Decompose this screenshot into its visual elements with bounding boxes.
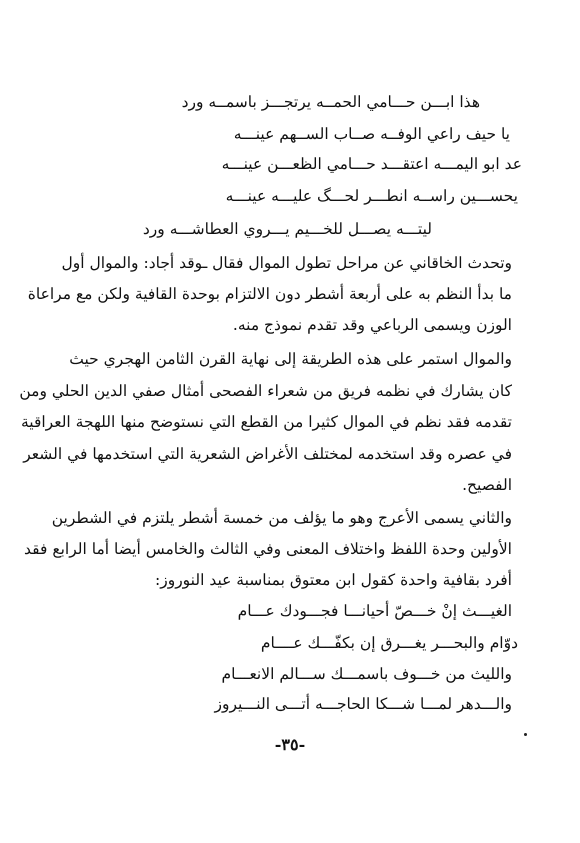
paragraph-line: أفرد بقافية واحدة كقول ابن معتوق بمناسبة عيد النوروز:: [155, 571, 512, 589]
poem-line: الغيـــث إنْ خـــصّ أحيانـــا فجـــودك عـــام: [237, 602, 512, 620]
paragraph-line: ما بدأ النظم به على أربعة أشطر دون الالتزام بوحدة القافية ولكن مع مراعاة: [27, 285, 512, 303]
paragraph-line: والثاني يسمى الأعرج وهو ما يؤلف من خمسة أشطر يلتزم في الشطرين: [51, 509, 512, 527]
paragraph-line: الأولين وحدة اللفظ واختلاف المعنى وفي الثالث والخامس أيضا أما الرابع فقد: [24, 540, 512, 558]
poem-line: دوّام والبحـــر يغـــرق إن بكفّـــك عــــام: [260, 634, 518, 652]
paragraph-line: تقدمه فقد نظم في الموال كثيرا من القطع التي نستوضح منها اللهجة العراقية: [20, 413, 512, 431]
poem-line: والـــدهر لمـــا شـــكا الحاجـــه أتـــى النـــيروز: [214, 695, 512, 713]
page-number: -٣٥-: [274, 735, 306, 754]
poem-line: يحســـين راســه انطـــر لحـــگ عليـــه عينـــه: [225, 187, 518, 205]
paragraph-line: الفصيح.: [462, 476, 512, 494]
paragraph-line: الوزن ويسمى الرباعي وقد تقدم نموذج منه.: [232, 316, 512, 334]
poem-line: عد ابو اليمـــه اعتقـــد حـــامي الظعـــن عينـــه: [221, 155, 522, 173]
poem-line: ليتـــه يصـــل للخـــيم يـــروي العطاشـــه ورد: [142, 220, 432, 238]
poem-line: هذا ابـــن حـــامي الحمــه يرتجـــز باسمــه ورد: [181, 93, 480, 111]
paragraph-line: في عصره وقد استخدمه لمختلف الأغراض الشعرية التي استخدمها في الشعر: [23, 445, 512, 463]
paragraph-line: كان يشارك في نظمه فريق من شعراء الفصحى أمثال صفي الدين الحلي ومن: [19, 382, 512, 400]
paragraph-line: وتحدث الخاقاني عن مراحل تطول الموال فقال ـوقد أجاد: والموال أول: [61, 254, 512, 272]
poem-line: يا حيف راعي الوفــه صــاب الســهم عينـــه: [233, 125, 510, 143]
poem-line: والليث من خـــوف باسمـــك ســـالم الانعـــام: [221, 665, 512, 683]
paragraph-line: والموال استمر على هذه الطريقة إلى نهاية القرن الثامن الهجري حيث: [69, 350, 512, 368]
